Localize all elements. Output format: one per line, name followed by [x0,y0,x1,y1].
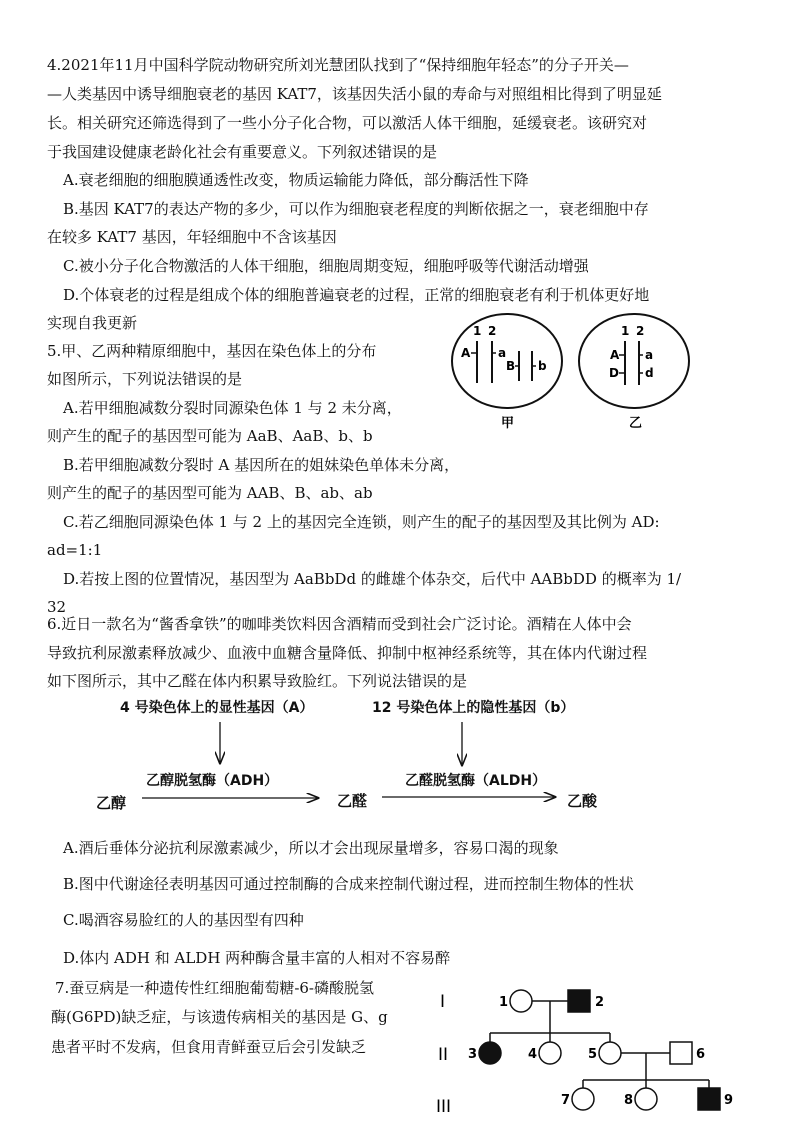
gene-label-dominant-a: 4 号染色体上的显性基因（A） [120,700,314,716]
q7-stem-line-1: 7.蚕豆病是一种遗传性红细胞葡萄糖-6-磷酸脱氢 [55,979,374,997]
label-4: 4 [528,1047,538,1062]
label-5: 5 [588,1047,598,1062]
label-7: 7 [561,1093,571,1108]
label-6: 6 [696,1047,706,1062]
enzyme-adh-label: 乙醇脱氢酶（ADH） [146,773,279,789]
q7-stem-line-3: 患者平时不发病，但食用青鲜蚕豆后会引发缺乏 [51,1038,367,1056]
q5-option-b-line-1: B.若甲细胞减数分裂时 A 基因所在的姐妹染色单体未分离， [63,456,460,474]
individual-1-normal-female [510,990,532,1012]
individual-8-normal-female [635,1088,657,1110]
q4-option-b-line-1: B.基因 KAT7的表达产物的多少，可以作为细胞衰老程度的判断依据之一，衰老细胞中存 [63,200,649,218]
label-yi: 乙 [629,416,643,431]
q6-stem-line-3: 如下图所示，其中乙醛在体内积累导致脸红。下列说法错误的是 [47,672,468,690]
yi-label-a: a [645,348,654,362]
generation-label-2: II [438,1045,449,1065]
jia-num-1: 1 [473,324,482,338]
q4-stem-line-1: 4.2021年11月中国科学院动物研究所刘光慧团队找到了“保持细胞年轻态”的分子开关— [47,56,629,74]
individual-7-normal-female [572,1088,594,1110]
q5-option-d-line-1: D.若按上图的位置情况，基因型为 AaBbDd 的雌雄个体杂交，后代中 AABbDD 的概率为 1/ [63,570,682,588]
q4-option-d-line-1: D.个体衰老的过程是组成个体的细胞普遍衰老的过程，正常的细胞衰老有利于机体更好地 [63,286,650,304]
q4-stem-line-3: 长。相关研究还筛选得到了一些小分子化合物，可以激活人体干细胞，延缓衰老。该研究对 [47,114,648,132]
yi-label-D: D [609,366,619,380]
individual-2-affected-male [568,990,590,1012]
q4-option-d-line-2: 实现自我更新 [47,314,138,332]
yi-label-A: A [610,348,620,362]
q5-stem-line-2: 如图所示，下列说法错误的是 [47,370,243,388]
individual-9-affected-male [698,1088,720,1110]
label-3: 3 [468,1047,478,1062]
individual-3-affected-female [479,1042,501,1064]
q5-option-a-line-2: 则产生的配子的基因型可能为 AaB、AaB、b、b [47,427,373,445]
substance-acetaldehyde: 乙醛 [337,792,368,810]
enzyme-aldh-label: 乙醛脱氢酶（ALDH） [405,773,547,789]
q5-option-c-line-2: ad=1:1 [47,541,103,559]
label-2: 2 [595,995,605,1010]
individual-4-normal-female [539,1042,561,1064]
q6-option-a: A.酒后垂体分泌抗利尿激素减少，所以才会出现尿量增多，容易口渴的现象 [63,839,559,857]
yi-num-2: 2 [636,324,645,338]
individual-5-normal-female [599,1042,621,1064]
q6-option-b: B.图中代谢途径表明基因可通过控制酶的合成来控制代谢过程，进而控制生物体的性状 [63,875,634,893]
gene-label-recessive-b: 12 号染色体上的隐性基因（b） [372,700,575,716]
q4-option-b-line-2: 在较多 KAT7 基因，年轻细胞中不含该基因 [47,228,337,246]
yi-num-1: 1 [621,324,630,338]
q5-option-b-line-2: 则产生的配子的基因型可能为 AAB、B、ab、ab [47,484,373,502]
q6-stem-line-1: 6.近日一款名为“酱香拿铁”的咖啡类饮料因含酒精而受到社会广泛讨论。酒精在人体中会 [47,615,632,633]
individual-6-normal-male [670,1042,692,1064]
q4-stem-line-4: 于我国建设健康老龄化社会有重要意义。下列叙述错误的是 [47,143,438,161]
label-jia: 甲 [501,416,515,431]
pedigree-chart [420,978,760,1118]
generation-label-1: I [440,992,446,1012]
q5-option-a-line-1: A.若甲细胞减数分裂时同源染色体 1 与 2 未分离， [63,399,402,417]
q5-option-d-line-2: 32 [47,598,67,616]
label-9: 9 [724,1093,734,1108]
q7-stem-line-2: 酶(G6PD)缺乏症，与该遗传病相关的基因是 G、g [51,1008,388,1026]
q4-option-c: C.被小分子化合物激活的人体干细胞，细胞周期变短，细胞呼吸等代谢活动增强 [63,257,589,275]
substance-acetic-acid: 乙酸 [567,792,598,810]
label-1: 1 [499,995,509,1010]
q6-option-d: D.体内 ADH 和 ALDH 两种酶含量丰富的人相对不容易醉 [63,949,451,967]
yi-label-d: d [645,366,654,380]
jia-num-2: 2 [488,324,497,338]
q5-option-c-line-1: C.若乙细胞同源染色体 1 与 2 上的基因完全连锁，则产生的配子的基因型及其比例为 AD: [63,513,660,531]
q4-option-a: A.衰老细胞的细胞膜通透性改变，物质运输能力降低，部分酶活性下降 [63,171,529,189]
q6-option-c: C.喝酒容易脸红的人的基因型有四种 [63,911,304,929]
substance-ethanol: 乙醇 [96,794,127,812]
gene-label-B: B [506,359,516,373]
gene-label-a: a [498,346,507,360]
generation-label-3: III [436,1097,452,1117]
gene-label-b: b [538,359,547,373]
q4-stem-line-2: —人类基因中诱导细胞衰老的基因 KAT7，该基因失活小鼠的寿命与对照组相比得到了明显延 [47,85,662,103]
q6-stem-line-2: 导致抗利尿激素释放减少、血液中血糖含量降低、抑制中枢神经系统等，其在体内代谢过程 [47,644,648,662]
label-8: 8 [624,1093,634,1108]
q5-stem-line-1: 5.甲、乙两种精原细胞中，基因在染色体上的分布 [47,342,377,360]
gene-label-A: A [461,346,471,360]
